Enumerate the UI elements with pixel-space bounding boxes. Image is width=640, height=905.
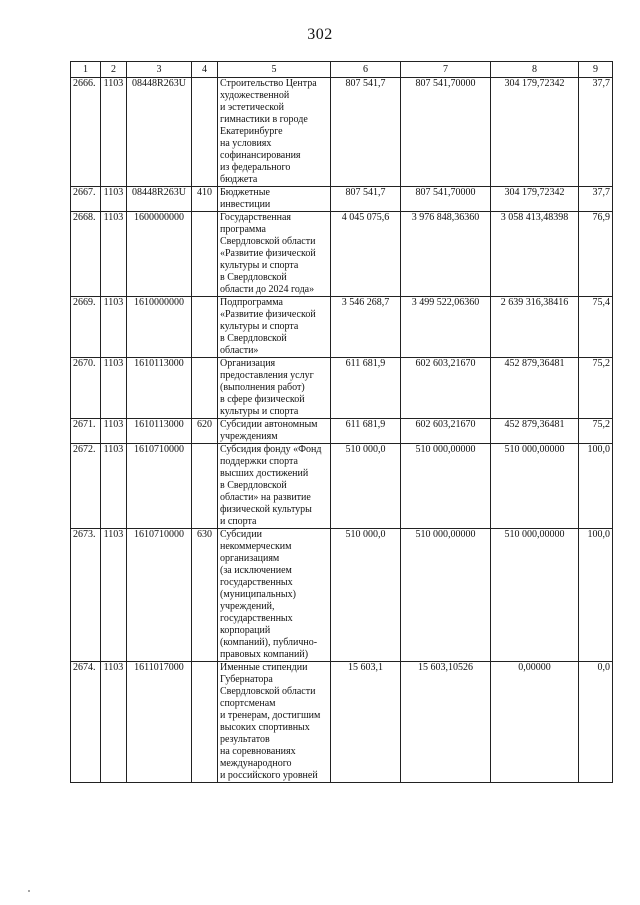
execution-percent: 75,2 — [579, 419, 613, 444]
description-line: корпораций — [220, 625, 271, 636]
description-line: в Свердловской — [220, 272, 287, 283]
description-line: физической культуры — [220, 504, 312, 515]
row-number: 2673. — [71, 529, 101, 662]
description-line: учреждениям — [220, 431, 278, 442]
table-row — [71, 212, 613, 297]
description-line: в Свердловской — [220, 333, 287, 344]
description-line: культуры и спорта — [220, 406, 299, 417]
approved-amount: 611 681,9 — [331, 419, 401, 444]
executed-amount: 2 639 316,38416 — [491, 297, 579, 358]
expense-type: 620 — [192, 419, 218, 444]
expense-type — [192, 444, 218, 529]
description-line: международного — [220, 758, 292, 769]
executed-amount: 304 179,72342 — [491, 78, 579, 187]
description-line: Именные стипендии — [220, 662, 308, 673]
description-line: на соревнованиях — [220, 746, 296, 757]
section-code: 1103 — [101, 529, 127, 662]
section-code: 1103 — [101, 78, 127, 187]
refined-amount: 807 541,70000 — [401, 78, 491, 187]
description — [218, 297, 331, 358]
table-row — [71, 419, 613, 444]
description-line: предоставления услуг — [220, 370, 314, 381]
table-row — [71, 297, 613, 358]
executed-amount: 510 000,00000 — [491, 444, 579, 529]
execution-percent: 75,4 — [579, 297, 613, 358]
section-code: 1103 — [101, 662, 127, 783]
refined-amount: 602 603,21670 — [401, 419, 491, 444]
target-code: 1611017000 — [127, 662, 192, 783]
description-line: из федерального — [220, 162, 291, 173]
description-line: спортсменам — [220, 698, 276, 709]
description-line: Екатеринбурге — [220, 126, 283, 137]
section-code: 1103 — [101, 212, 127, 297]
description-line: высоких спортивных — [220, 722, 310, 733]
description-line: и эстетической — [220, 102, 284, 113]
description-line: (муниципальных) — [220, 589, 296, 600]
description — [218, 212, 331, 297]
table-row — [71, 187, 613, 212]
description-line: организациям — [220, 553, 280, 564]
refined-amount: 3 976 848,36360 — [401, 212, 491, 297]
description-line: программа — [220, 224, 266, 235]
description-line: Свердловской области — [220, 236, 316, 247]
refined-amount: 602 603,21670 — [401, 358, 491, 419]
expense-type — [192, 297, 218, 358]
executed-amount: 452 879,36481 — [491, 358, 579, 419]
row-number: 2674. — [71, 662, 101, 783]
section-code: 1103 — [101, 358, 127, 419]
description-line: Государственная — [220, 212, 292, 223]
executed-amount: 452 879,36481 — [491, 419, 579, 444]
target-code: 1610113000 — [127, 358, 192, 419]
expense-type — [192, 212, 218, 297]
target-code: 1600000000 — [127, 212, 192, 297]
approved-amount: 807 541,7 — [331, 187, 401, 212]
description-line: высших достижений — [220, 468, 309, 479]
target-code: 1610000000 — [127, 297, 192, 358]
approved-amount: 3 546 268,7 — [331, 297, 401, 358]
description-line: (за исключением — [220, 565, 292, 576]
refined-amount: 15 603,10526 — [401, 662, 491, 783]
description-line: учреждений, — [220, 601, 275, 612]
description — [218, 444, 331, 529]
execution-percent: 75,2 — [579, 358, 613, 419]
description-line: и спорта — [220, 516, 257, 527]
table-row — [71, 444, 613, 529]
description-line: государственных — [220, 613, 293, 624]
approved-amount: 510 000,0 — [331, 444, 401, 529]
description-line: Субсидии — [220, 529, 262, 540]
description-line: и тренерам, достигшим — [220, 710, 321, 721]
refined-amount: 3 499 522,06360 — [401, 297, 491, 358]
table-body — [71, 78, 613, 783]
description-line: «Развитие физической — [220, 248, 316, 259]
description-line: Свердловской области — [220, 686, 316, 697]
section-code: 1103 — [101, 419, 127, 444]
description-line: (компаний), публично- — [220, 637, 318, 648]
scan-speck — [28, 890, 30, 892]
description — [218, 78, 331, 187]
target-code: 1610113000 — [127, 419, 192, 444]
refined-amount: 510 000,00000 — [401, 529, 491, 662]
expense-type — [192, 662, 218, 783]
row-number: 2671. — [71, 419, 101, 444]
row-number: 2667. — [71, 187, 101, 212]
execution-percent: 76,9 — [579, 212, 613, 297]
description-line: Бюджетные — [220, 187, 270, 198]
execution-percent: 100,0 — [579, 529, 613, 662]
description-line: культуры и спорта — [220, 260, 299, 271]
execution-percent: 37,7 — [579, 187, 613, 212]
approved-amount: 4 045 075,6 — [331, 212, 401, 297]
approved-amount: 15 603,1 — [331, 662, 401, 783]
column-header-1: 1 — [71, 62, 101, 78]
target-code: 08448R263U — [127, 78, 192, 187]
column-header-2: 2 — [101, 62, 127, 78]
row-number: 2668. — [71, 212, 101, 297]
description-line: и российского уровней — [220, 770, 318, 781]
row-number: 2670. — [71, 358, 101, 419]
description-line: области» на развитие — [220, 492, 311, 503]
description-line: (выполнения работ) — [220, 382, 305, 393]
description-line: Субсидия фонду «Фонд — [220, 444, 322, 455]
target-code: 1610710000 — [127, 444, 192, 529]
executed-amount: 304 179,72342 — [491, 187, 579, 212]
description-line: на условиях — [220, 138, 272, 149]
page-number: 302 — [307, 26, 333, 43]
section-code: 1103 — [101, 444, 127, 529]
expense-type — [192, 358, 218, 419]
description-line: государственных — [220, 577, 293, 588]
description-line: инвестиции — [220, 199, 271, 210]
table-header-row — [71, 62, 613, 78]
description-line: правовых компаний) — [220, 649, 309, 660]
description-line: бюджета — [220, 174, 258, 185]
section-code: 1103 — [101, 297, 127, 358]
table-row — [71, 358, 613, 419]
column-header-9: 9 — [579, 62, 613, 78]
description-line: культуры и спорта — [220, 321, 299, 332]
column-header-4: 4 — [192, 62, 218, 78]
table-row — [71, 662, 613, 783]
description-line: Подпрограмма — [220, 297, 283, 308]
executed-amount: 3 058 413,48398 — [491, 212, 579, 297]
description-line: области» — [220, 345, 259, 356]
description-line: художественной — [220, 90, 290, 101]
expense-type — [192, 78, 218, 187]
row-number: 2669. — [71, 297, 101, 358]
execution-percent: 0,0 — [579, 662, 613, 783]
description-line: софинансирования — [220, 150, 301, 161]
refined-amount: 807 541,70000 — [401, 187, 491, 212]
table-row — [71, 529, 613, 662]
description-line: Субсидии автономным — [220, 419, 318, 430]
budget-table — [70, 61, 613, 783]
description-line: в сфере физической — [220, 394, 305, 405]
executed-amount: 0,00000 — [491, 662, 579, 783]
row-number: 2672. — [71, 444, 101, 529]
description-line: Организация — [220, 358, 276, 369]
column-header-8: 8 — [491, 62, 579, 78]
expense-type: 410 — [192, 187, 218, 212]
row-number: 2666. — [71, 78, 101, 187]
approved-amount: 807 541,7 — [331, 78, 401, 187]
description — [218, 662, 331, 783]
description-line: Губернатора — [220, 674, 273, 685]
approved-amount: 611 681,9 — [331, 358, 401, 419]
description-line: в Свердловской — [220, 480, 287, 491]
description-line: некоммерческим — [220, 541, 292, 552]
table-row — [71, 78, 613, 187]
description — [218, 187, 331, 212]
target-code: 08448R263U — [127, 187, 192, 212]
column-header-5: 5 — [218, 62, 331, 78]
refined-amount: 510 000,00000 — [401, 444, 491, 529]
description-line: области до 2024 года» — [220, 284, 315, 295]
column-header-6: 6 — [331, 62, 401, 78]
description-line: гимнастики в городе — [220, 114, 308, 125]
expense-type: 630 — [192, 529, 218, 662]
description-line: «Развитие физической — [220, 309, 316, 320]
section-code: 1103 — [101, 187, 127, 212]
executed-amount: 510 000,00000 — [491, 529, 579, 662]
execution-percent: 100,0 — [579, 444, 613, 529]
description — [218, 358, 331, 419]
column-header-3: 3 — [127, 62, 192, 78]
target-code: 1610710000 — [127, 529, 192, 662]
description — [218, 419, 331, 444]
approved-amount: 510 000,0 — [331, 529, 401, 662]
description-line: результатов — [220, 734, 270, 745]
column-header-7: 7 — [401, 62, 491, 78]
description — [218, 529, 331, 662]
description-line: поддержки спорта — [220, 456, 298, 467]
description-line: Строительство Центра — [220, 78, 317, 89]
execution-percent: 37,7 — [579, 78, 613, 187]
